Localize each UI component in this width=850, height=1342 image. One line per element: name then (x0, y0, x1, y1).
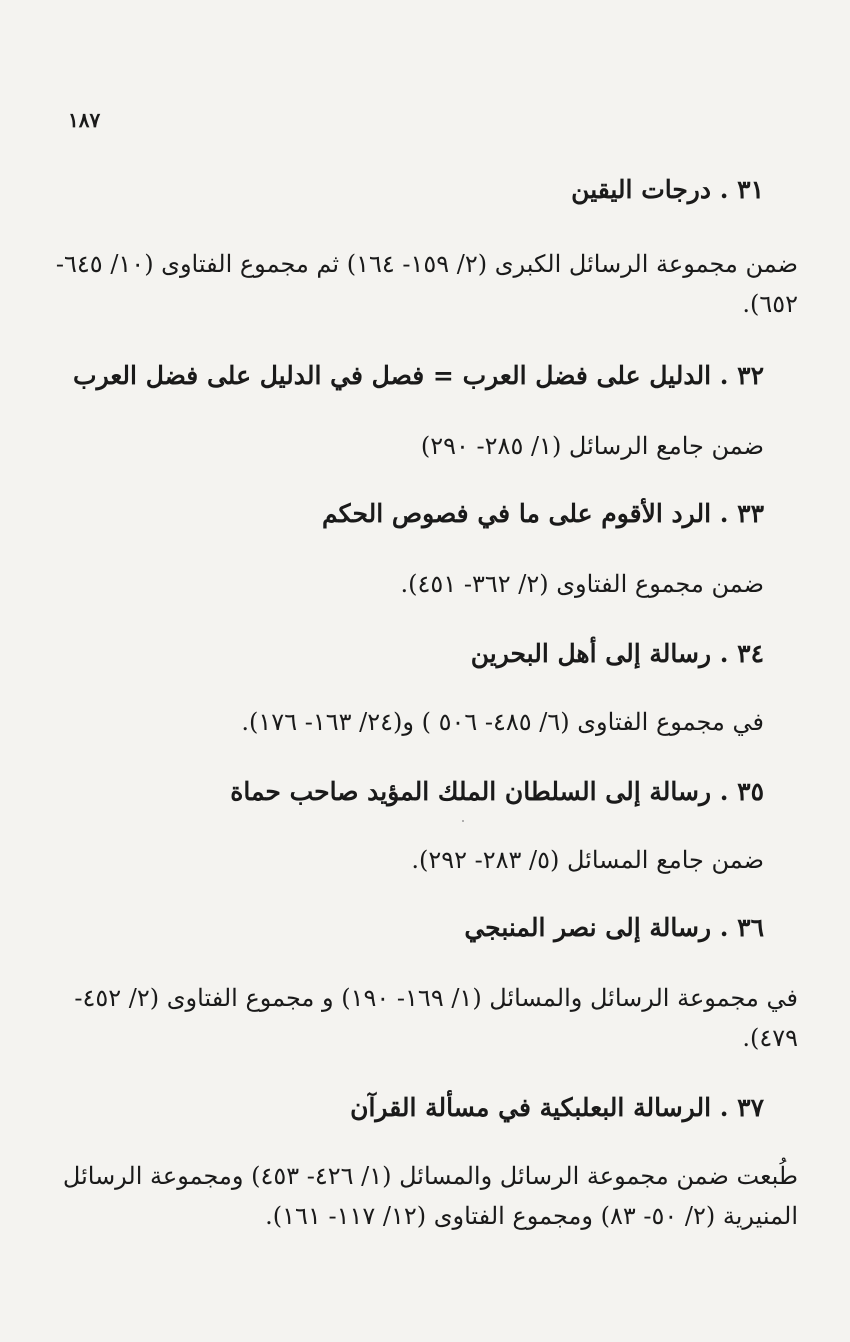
entry-heading: ٣٤ . رسالة إلى أهل البحرين (470, 639, 764, 668)
entry-text: ضمن مجموع الفتاوى (٢/ ٣٦٢- ٤٥١). (400, 570, 764, 598)
entry-text: في مجموع الفتاوى (٦/ ٤٨٥- ٥٠٦ ) و(٢٤/ ١٦٣- ١٧٦). (241, 708, 764, 736)
entry-text: ضمن جامع الرسائل (١/ ٢٨٥- ٢٩٠) (420, 432, 764, 460)
entry-text: في مجموعة الرسائل والمسائل (١/ ١٦٩- ١٩٠) و مجموع الفتاوى (٢/ ٤٥٢- ٤٧٩). (74, 984, 798, 1052)
entry-heading: ٣٣ . الرد الأقوم على ما في فصوص الحكم (322, 499, 764, 528)
entry-heading: ٣٥ . رسالة إلى السلطان الملك المؤيد صاحب حماة (230, 777, 764, 806)
entry-text: ضمن مجموعة الرسائل الكبرى (٢/ ١٥٩- ١٦٤) ثم مجموع الفتاوى (١٠/ ٦٤٥- ٦٥٢). (55, 250, 798, 318)
entry-text: ضمن جامع المسائل (٥/ ٢٨٣- ٢٩٢). (411, 846, 764, 874)
entry-heading: ٣١ . درجات اليقين (571, 175, 764, 204)
entry-heading: ٣٧ . الرسالة البعلبكية في مسألة القرآن (350, 1093, 764, 1122)
entry-text: طُبعت ضمن مجموعة الرسائل والمسائل (١/ ٤٢٦- ٤٥٣) ومجموعة الرسائل المنيرية (٢/ ٥٠- ٨٣) ومجموع الفتاوى (١٢/ ١١٧- ١٦١). (62, 1162, 798, 1230)
entry-heading: ٣٢ . الدليل على فضل العرب = فصل في الدليل على فضل العرب (73, 361, 764, 390)
entry-heading: ٣٦ . رسالة إلى نصر المنبجي (464, 913, 764, 942)
page-number: ١٨٧ (68, 108, 101, 132)
scan-speck (462, 820, 464, 822)
